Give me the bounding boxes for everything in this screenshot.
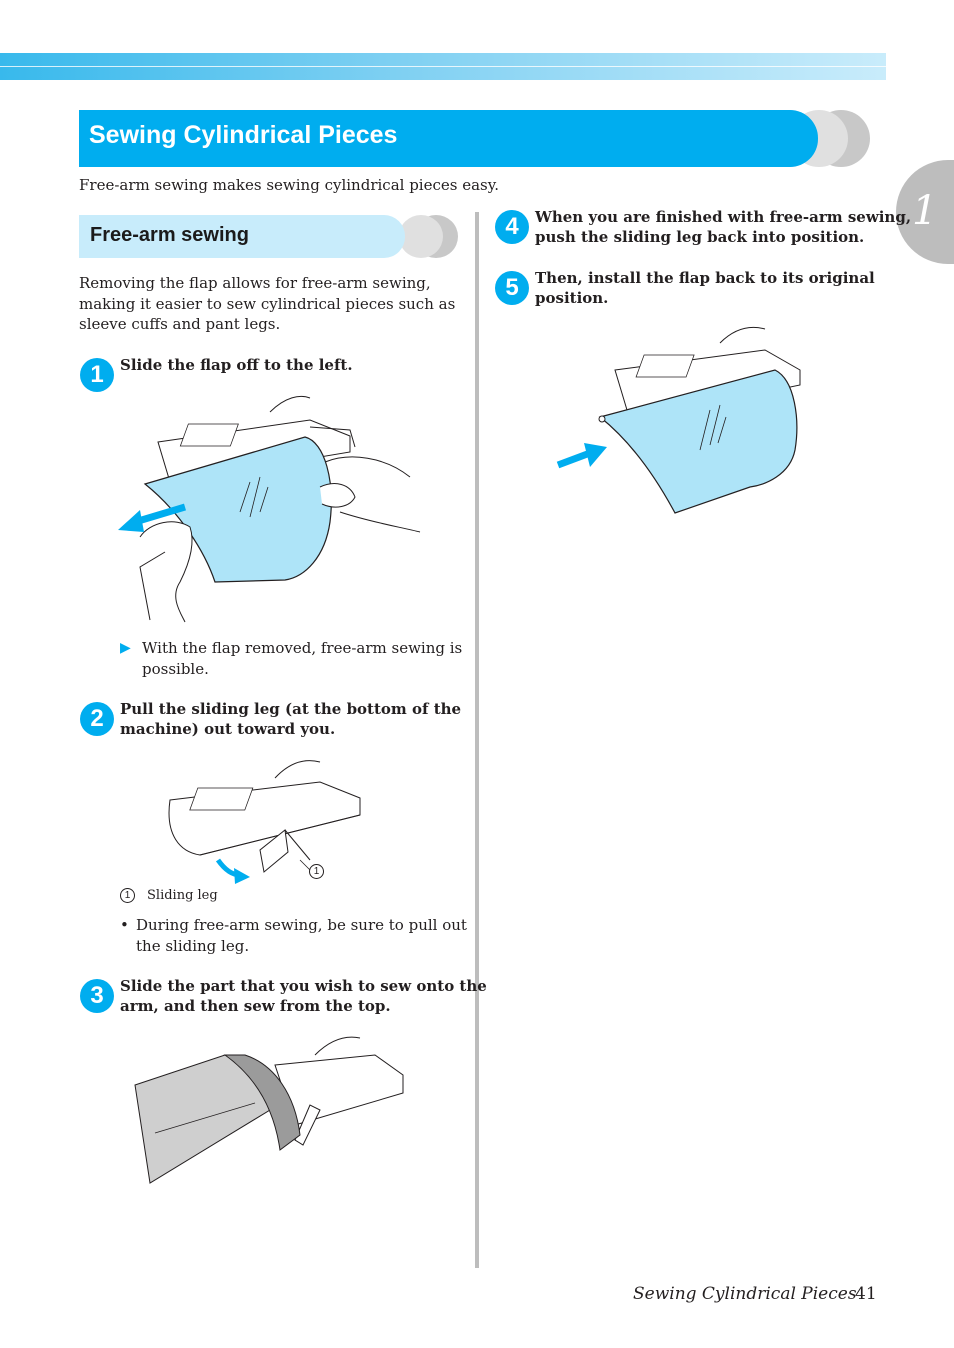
section-description bbox=[79, 273, 455, 335]
illustration-install-flap bbox=[550, 325, 820, 520]
step-1-text bbox=[120, 355, 353, 375]
footer-title: Sewing Cylindrical Pieces bbox=[633, 1284, 857, 1304]
step-2-line: machine) out toward you. bbox=[120, 720, 336, 738]
bullet-dot: • bbox=[120, 916, 129, 934]
step-3-text bbox=[120, 976, 487, 1016]
step-5-text bbox=[535, 268, 875, 308]
bullet-line: the sliding leg. bbox=[136, 936, 250, 955]
arrow-left-icon bbox=[118, 510, 144, 532]
callout-legend bbox=[120, 888, 218, 903]
arrow-down-icon bbox=[234, 868, 250, 884]
step-5-line: Then, install the flap back to its original bbox=[535, 269, 875, 287]
callout-number-on-image: 1 bbox=[309, 864, 324, 879]
subsection-title: Free-arm sewing bbox=[90, 224, 249, 246]
step-1-result bbox=[120, 638, 462, 679]
triangle-bullet-icon: ▶ bbox=[120, 640, 131, 656]
step-2-text bbox=[120, 699, 461, 739]
step-4-line: push the sliding leg back into position. bbox=[535, 228, 865, 246]
step-number-2: 2 bbox=[80, 702, 114, 736]
step-4-text bbox=[535, 207, 911, 247]
step-number-1: 1 bbox=[80, 358, 114, 392]
column-divider bbox=[475, 212, 479, 1268]
illustration-sleeve-on-arm bbox=[135, 1035, 410, 1190]
step-2-line: Pull the sliding leg (at the bottom of the bbox=[120, 700, 462, 718]
description-line: making it easier to sew cylindrical pieces such as bbox=[79, 294, 456, 313]
intro-text: Free-arm sewing makes sewing cylindrical pieces easy. bbox=[79, 176, 499, 194]
bullet-line: During free-arm sewing, be sure to pull out bbox=[136, 916, 467, 934]
step-number-4: 4 bbox=[495, 210, 529, 244]
subsection-tab-circle-front bbox=[399, 215, 443, 258]
page-title: Sewing Cylindrical Pieces bbox=[89, 121, 398, 149]
step-3-line: Slide the part that you wish to sew onto the bbox=[120, 977, 487, 995]
chapter-number: 1 bbox=[912, 188, 938, 234]
title-bar-cap bbox=[760, 110, 818, 167]
illustration-remove-flap bbox=[110, 392, 440, 622]
step-1-line: Slide the flap off to the left. bbox=[120, 356, 353, 374]
result-line: With the flap removed, free-arm sewing is bbox=[142, 639, 463, 657]
description-line: sleeve cuffs and pant legs. bbox=[79, 315, 281, 333]
step-number-3: 3 bbox=[80, 979, 114, 1013]
bullet-note bbox=[120, 915, 467, 956]
step-4-line: When you are finished with free-arm sewing, bbox=[535, 208, 912, 226]
step-3-line: arm, and then sew from the top. bbox=[120, 997, 391, 1015]
callout-label: Sliding leg bbox=[147, 888, 218, 903]
result-line: possible. bbox=[142, 659, 209, 678]
step-number-5: 5 bbox=[495, 271, 529, 305]
page-number: 41 bbox=[855, 1284, 877, 1304]
callout-number: 1 bbox=[120, 888, 135, 903]
top-banner-line bbox=[0, 66, 886, 67]
arrow-right-icon bbox=[584, 443, 607, 467]
description-line: Removing the flap allows for free-arm sewing, bbox=[79, 274, 431, 292]
illustration-sliding-leg bbox=[160, 760, 370, 885]
step-5-line: position. bbox=[535, 289, 609, 307]
